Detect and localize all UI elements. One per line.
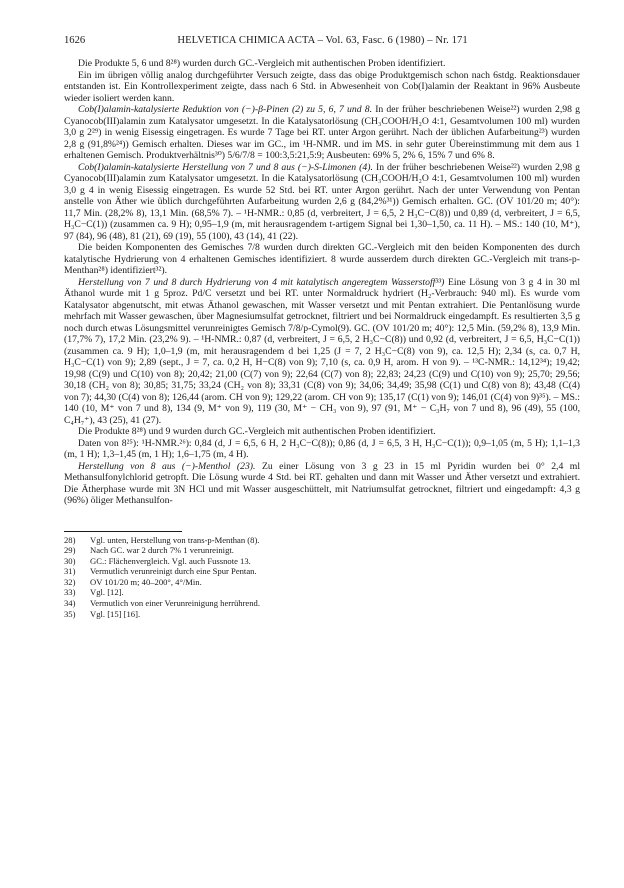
footnote: 32) OV 101/20 m; 40–200°, 4°/Min. — [64, 576, 202, 587]
paragraph-title: Herstellung von 7 und 8 durch Hydrierung von 4 mit katalytisch angeregtem Wasserstoff³³) — [78, 276, 445, 288]
running-title: HELVETICA CHIMICA ACTA – Vol. 63, Fasc. 6 (1980) – Nr. 171 — [177, 35, 468, 46]
footnote-rule — [64, 531, 182, 532]
paragraph: Die Produkte 5, 6 und 8²⁸) wurden durch GC.-Vergleich mit authentischen Proben identifiziert. — [78, 58, 446, 69]
footnote: 31) Vermutlich verunreinigt durch eine Spur Pentan. — [64, 566, 257, 577]
paragraph: Die Produkte 8²⁸) und 9 wurden durch GC.-Vergleich mit authentischen Proben identifiziert. — [78, 426, 436, 437]
paragraph: Ein im übrigen völlig analog durchgeführter Versuch zeigte, dass das obige Produktgemisch schon nach 6stdg. Reaktionsdauer entstanden ist. Ein Kontrollexperiment zeigte, dass nach 6 Std. in Abwesenheit von Cob(I)alamin der Reaktant in 96% Ausbeute wieder isoliert werden kann. — [64, 69, 580, 104]
paragraph: Daten von 8²⁵): ¹H-NMR.²⁶): 0,84 (d, J = 6,5, 6 H, 2 H₃C−C(8)); 0,86 (d, J = 6,5, 3 H, H₃C−C(1)); 0,9–1,05 (m, 5 H); 1,1–1,3 (m, 1 H); 1,3–1,45 (m, 1 H); 1,6–1,75 (m, 4 H). — [64, 437, 580, 460]
paragraph: Cob(I)alamin-katalysierte Reduktion von (−)-β-Pinen (2) zu 5, 6, 7 und 8. In der früher beschriebenen Weise²²) wurden 2,98 g Cyanocob(III)alamin zum Katalysator umgesetzt. In die Katalysatorlösung (CH₃COOH/H₂O 4:1, Gesamtvolumen 100 ml) wurden 3,0 g 2²⁹) in wenig Eisessig eingetragen. Es wurde 7 Tage bei RT. unter Argon gerührt. Nach der üblichen Aufarbeitung²³) wurden 2,8 g (91,8%²⁴)) Gemisch erhalten. Dieses war im GC., im ¹H-NMR. und im MS. in sehr guter Übereinstimmung mit dem aus 1 erhaltenen Gemisch. Produktverhältnis³⁰) 5/6/7/8 = 100:3,5:21,5:9; Ausbeuten: 69% 5, 2% 6, 15% 7 und 6% 8. — [64, 104, 580, 161]
footnote: 35) Vgl. [15] [16]. — [64, 608, 141, 619]
footnote: 30) GC.: Flächenvergleich. Vgl. auch Fussnote 13. — [64, 555, 251, 566]
footnotes — [64, 531, 580, 620]
footnote: 34) Vermutlich von einer Verunreinigung herrührend. — [64, 598, 260, 609]
paragraph: Herstellung von 7 und 8 durch Hydrierung von 4 mit katalytisch angeregtem Wasserstoff³³) Eine Lösung von 3 g 4 in 30 ml Äthanol wurde mit 1 g 5proz. Pd/C versetzt und bei RT. unter Normaldruck hydriert (H₂-Verbrauch: 940 ml). Es wurde vom Katalysator abgenutscht, mit etwas Äthanol gewaschen, mit Wasser versetzt und mit Pentan extrahiert. Die Pentanlösung wurde mehrfach mit Wasser gewaschen, über Magnesiumsulfat getrocknet, filtriert und bei Normaldruck eingedampft. Es resultierten 3,5 g noch durch etwas Lösungsmittel verunreinigtes Gemisch 7/8/p-Cymol(9). GC. (OV 101/20 m; 40°): 12,5 Min. (59,2% 8), 13,9 Min. (17,7% 7), 17,2 Min. (23,2% 9). – ¹H-NMR.: 0,87 (d, verbreitert, J = 6,5, 2 H₃C−C(8)) und 0,92 (d, verbreitert, J = 6,5, H₃C−C(1)) (zusammen ca. 9 H); 1,0–1,9 (m, mit herausragendem d bei 1,25 (J = 7, 2 H₃C−C(8) von 9), ca. 12,5 H); 2,34 (s, ca. 0,7 H, H₃C−C(1) von 9); 2,89 (sept., J = 7, ca. 0,2 H, H−C(8) von 9); 7,10 (s, ca. 0,9 H, arom. H von 9). – ¹³C-NMR.: 14,12³⁴); 19,42; 19,98 (C(9) und C(10) von 8); 20,42; 21,00 (C(7) von 9); 22,64 (C(7) von 8); 22,83; 24,23 (C(9) und C(10) von 9); 25,70; 29,56; 30,18 (CH₂ von 8); 30,85; 31,75; 33,24 (CH₂ von 8); 33,31 (C(8) von 9); 34,06; 34,49; 35,98 (C(1) und C(8) von 8); 43,48 (C(4) von 7); 44,30 (C(4) von 8); 126,44 (arom. CH von 9); 129,22 (arom. CH von 9); 135,17 (C(1) von 9); 146,01 (C(4) von 9)³⁵). – MS.: 140 (10, M⁺ von 7 und 8), 134 (9, M⁺ von 9), 119 (30, M⁺ − CH₃ von 9), 97 (91, M⁺ − C₃H₇ von 7 und 8), 96 (49), 55 (100, C₄H₇⁺), 43 (25), 41 (27). — [64, 276, 581, 426]
paragraph: Cob(I)alamin-katalysierte Herstellung von 7 und 8 aus (−)-S-Limonen (4). In der früher beschriebenen Weise²²) wurden 2,98 g Cyanocob(III)alamin zum Katalysator umgesetzt. In die Katalysatorlösung (CH₃COOH/H₂O 4:1, Gesamtvolumen 100 ml) wurden 3,0 g 4 in wenig Eisessig eingetragen. Es wurde 52 Std. bei RT. unter Argon gerührt. Nach der unter Verwendung von Pentan anstelle von Äther wie üblich durchgeführten Aufarbeitung wurden 2,6 g (84,2%³¹)) Gemisch erhalten. GC. (OV 101/20 m; 40°): 11,7 Min. (28,2% 8), 13,1 Min. (68,5% 7). – ¹H-NMR.: 0,85 (d, verbreitert, J = 6,5, 2 H₃C−C(8)) und 0,89 (d, verbreitert, J = 6,5, H₃C−C(1)) (zusammen ca. 9 H); 0,95–1,9 (m, mit herausragendem t-artigem Signal bei 1,30–1,50, ca. 11 H). – MS.: 140 (10, M⁺), 97 (84), 96 (48), 81 (21), 69 (19), 55 (100), 43 (14), 41 (22). — [64, 161, 580, 242]
paragraph-title: Cob(I)alamin-katalysierte Reduktion von (−)-β-Pinen (2) zu 5, 6, 7 und 8. — [78, 104, 373, 115]
article-body — [64, 58, 580, 507]
footnote: 33) Vgl. [12]. — [64, 587, 124, 598]
footnote: 28) Vgl. unten, Herstellung von trans-p-Menthan (8). — [64, 534, 260, 545]
journal-page — [64, 34, 580, 619]
paragraph-title: Cob(I)alamin-katalysierte Herstellung von 7 und 8 aus (−)-S-Limonen (4). — [78, 161, 373, 173]
page-number: 1626 — [64, 35, 86, 46]
paragraph-title: Herstellung von 8 aus (−)-Menthol (23). — [78, 460, 256, 472]
paragraph: Die beiden Komponenten des Gemisches 7/8 wurden durch direkten GC.-Vergleich mit den beiden Komponenten des durch katalytische Hydrierung von 4 erhaltenen Gemisches identifiziert. 8 wurde ausserdem durch direkten GC.-Vergleich mit trans-p-Menthan²⁸) identifiziert³²). — [64, 242, 580, 276]
paragraph: Herstellung von 8 aus (−)-Menthol (23). Zu einer Lösung von 3 g 23 in 15 ml Pyridin wurden bei 0° 2,4 ml Methansulfonylchlorid getropft. Die Lösung wurde 4 Std. bei RT. gehalten und dann mit Wasser und Äther versetzt und extrahiert. Die Ätherphase wurde mit 3N HCl und mit Wasser ausgeschüttelt, mit Natriumsulfat getrocknet, filtriert und eingedampft: 4,3 g (96%) öliger Methansulfon- — [64, 460, 581, 506]
page-header — [64, 34, 580, 58]
footnote: 29) Nach GC. war 2 durch 7% 1 verunreinigt. — [64, 545, 234, 556]
